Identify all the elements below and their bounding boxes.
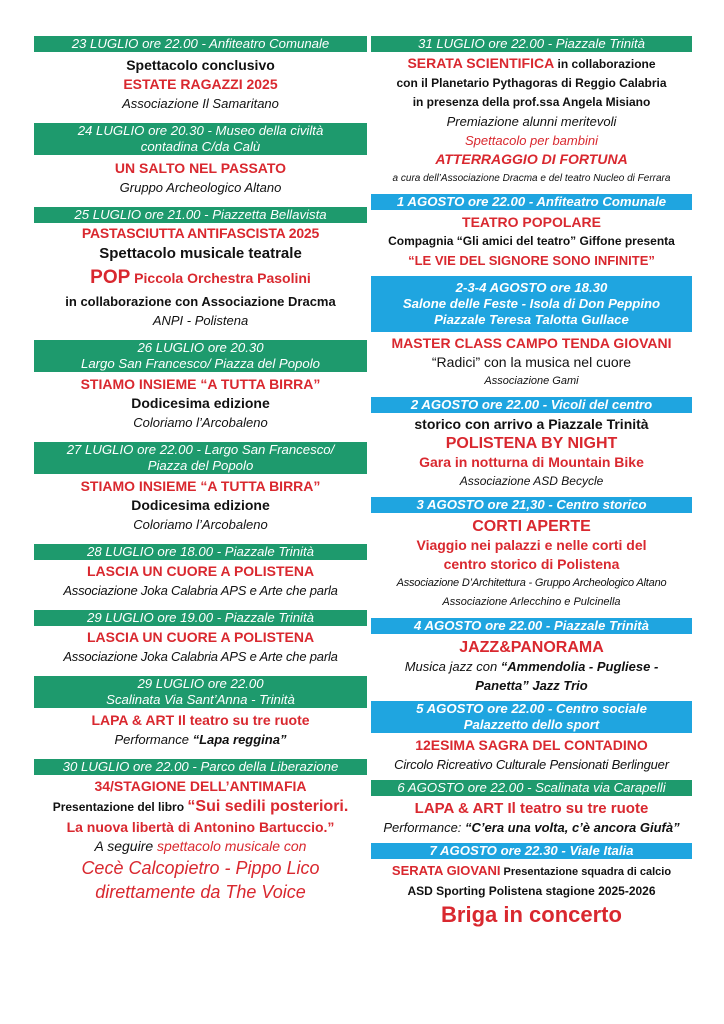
event-organizer: Coloriamo l’Arcobaleno [133,415,268,430]
event-organizer: Circolo Ricreativo Culturale Pensionati Berlinguer [394,757,669,772]
event-line: in collaborazione con Associazione Dracma [65,294,336,309]
event-header-line: contadina C/da Calù [140,139,261,154]
event-header-line: 29 LUGLIO ore 22.00 [137,676,264,691]
event-title [34,265,367,292]
event-header: 31 LUGLIO ore 22.00 - Piazzale Trinità [371,36,692,52]
event-title: LASCIA UN CUORE A POLISTENA [86,629,315,645]
event-header [34,676,367,708]
event-line: Spettacolo conclusivo [126,57,275,73]
performance-title: “Lapa reggina” [192,732,287,747]
event-header [34,123,367,155]
event-header-line: Piazza del Popolo [147,458,254,473]
event-title: SERATA SCIENTIFICA [407,55,555,71]
event-header-line: 26 LUGLIO ore 20.30 [137,340,264,355]
event-line: con il Planetario Pythagoras di Reggio Calabria [396,76,667,90]
event-header [371,276,692,332]
event-line [371,818,692,837]
performers-note: direttamente da The Voice [95,882,306,902]
event-header-line: Salone delle Feste - Isola di Don Peppino [402,296,661,311]
right-column [371,36,692,929]
event-organizer: Associazione Joka Calabria APS e Arte che parla [63,583,338,598]
event-organizer: Associazione Joka Calabria APS e Arte che parla [63,649,338,664]
event-organizer: Associazione Gami [484,375,579,387]
event-header: 30 LUGLIO ore 22.00 - Parco della Liberazione [34,759,367,775]
event-header-line: Palazzetto dello sport [463,717,600,732]
event-header [34,442,367,474]
event-organizer: Gruppo Archeologico Altano [119,180,282,195]
event-line: Compagnia “Gli amici del teatro” Giffone presenta [388,234,675,248]
event-title: POLISTENA BY NIGHT [445,435,618,452]
event-organizer: Coloriamo l’Arcobaleno [133,517,268,532]
event-title: PASTASCIUTTA ANTIFASCISTA 2025 [81,225,320,241]
event-header: 29 LUGLIO ore 19.00 - Piazzale Trinità [34,610,367,626]
event-header: 25 LUGLIO ore 21.00 - Piazzetta Bellavista [34,207,367,223]
event-title: TEATRO POPOLARE [462,214,601,230]
event-header-line: Scalinata Via Sant’Anna - Trinità [106,692,295,707]
event-line [34,796,367,818]
event-header: 7 AGOSTO ore 22.30 - Viale Italia [371,843,692,859]
event-title: ESTATE RAGAZZI 2025 [123,76,278,92]
event-header-line: Piazzale Teresa Talotta Gullace [434,312,629,327]
event-line: in presenza della prof.ssa Angela Misiano [412,95,651,109]
book-title: “Sui sedili posteriori. [187,798,349,815]
event-header-line: 5 AGOSTO ore 22.00 - Centro sociale [416,701,647,716]
event-line [371,861,692,882]
performance-label: Performance [114,732,193,747]
event-header [34,340,367,372]
event-header: 2 AGOSTO ore 22.00 - Vicoli del centro [371,397,692,413]
jazz-names: “Ammendolia - Pugliese - [500,659,659,674]
event-header-line: Largo San Francesco/ Piazza del Popolo [81,356,320,371]
event-line [371,657,692,676]
event-header-line: 27 LUGLIO ore 22.00 - Largo San Francesco/ [66,442,335,457]
event-line: Gara in notturna di Mountain Bike [419,454,644,470]
event-line: Spettacolo musicale teatrale [99,245,302,262]
pop-name: Piccola Orchestra Pasolini [130,270,311,286]
event-header: 4 AGOSTO ore 22.00 - Piazzale Trinità [371,618,692,634]
event-line: “Radici” con la musica nel cuore [431,354,632,370]
event-title: STIAMO INSIEME “A TUTTA BIRRA” [80,478,321,494]
event-title: MASTER CLASS CAMPO TENDA GIOVANI [391,335,672,351]
event-title: 34/STAGIONE DELL’ANTIMAFIA [94,778,307,794]
event-line: Dodicesima edizione [131,497,270,513]
follow-text: spettacolo musicale con [157,838,307,854]
left-column [34,36,367,904]
event-title: “LE VIE DEL SIGNORE SONO INFINITE” [408,253,655,268]
event-title: LASCIA UN CUORE A POLISTENA [86,563,315,579]
event-line: Viaggio nei palazzi e nelle corti del [416,537,647,553]
event-title: ATTERRAGGIO DI FORTUNA [435,151,628,167]
event-organizer: ANPI - Polistena [152,313,249,328]
event-title: JAZZ&PANORAMA [459,639,604,656]
event-header: 6 AGOSTO ore 22.00 - Scalinata via Carapelli [371,780,692,796]
pop-acronym: POP [90,267,131,288]
event-header: 28 LUGLIO ore 18.00 - Piazzale Trinità [34,544,367,560]
jazz-label: Musica jazz con [404,659,501,674]
event-line [34,837,367,856]
event-line [34,730,367,749]
event-title: 12ESIMA SAGRA DEL CONTADINO [415,737,648,753]
event-organizer: Associazione ASD Becycle [459,474,604,488]
event-header: 1 AGOSTO ore 22.00 - Anfiteatro Comunale [371,194,692,210]
event-title: SERATA GIOVANI [391,863,501,878]
event-title: LAPA & ART Il teatro su tre ruote [91,712,310,728]
event-title: Briga in concerto [441,902,622,927]
event-organizer: a cura dell’Associazione Dracma e del teatro Nucleo di Ferrara [392,173,671,184]
event-text: in collaborazione [554,57,656,71]
event-title: CORTI APERTE [472,518,591,535]
event-line: Panetta” Jazz Trio [475,678,588,693]
event-line: ASD Sporting Polistena stagione 2025-2026 [407,884,656,898]
follow-label: A seguire [94,838,158,854]
event-organizer: Associazione Arlecchino e Pulcinella [442,596,621,608]
event-line: Premiazione alunni meritevoli [446,114,617,129]
event-header [371,701,692,733]
event-header: 3 AGOSTO ore 21,30 - Centro storico [371,497,692,513]
event-title: LAPA & ART Il teatro su tre ruote [414,800,649,817]
event-organizer: Associazione D’Architettura - Gruppo Archeologico Altano [396,577,667,589]
event-header: 23 LUGLIO ore 22.00 - Anfiteatro Comunale [34,36,367,52]
event-header-line: 2-3-4 AGOSTO ore 18.30 [455,280,608,295]
event-title: STIAMO INSIEME “A TUTTA BIRRA” [80,376,321,392]
event-header-line: 24 LUGLIO ore 20.30 - Museo della civiltà [77,123,324,138]
performers: Cecè Calcopietro - Pippo Lico [81,858,320,878]
event-line: Spettacolo per bambini [465,133,598,148]
event-text: Presentazione squadra di calcio [500,866,672,878]
performance-label: Performance: [383,820,466,835]
event-organizer: Associazione Il Samaritano [122,96,279,111]
event-title: UN SALTO NEL PASSATO [114,160,287,176]
performance-title: “C’era una volta, c’è ancora Giufà” [465,820,680,835]
event-line: Dodicesima edizione [131,395,270,411]
event-line [371,54,692,74]
book-subtitle: La nuova libertà di Antonino Bartuccio.” [66,819,335,835]
book-label: Presentazione del libro [52,800,188,814]
event-line: storico con arrivo a Piazzale Trinità [414,416,649,432]
event-line: centro storico di Polistena [443,556,620,572]
